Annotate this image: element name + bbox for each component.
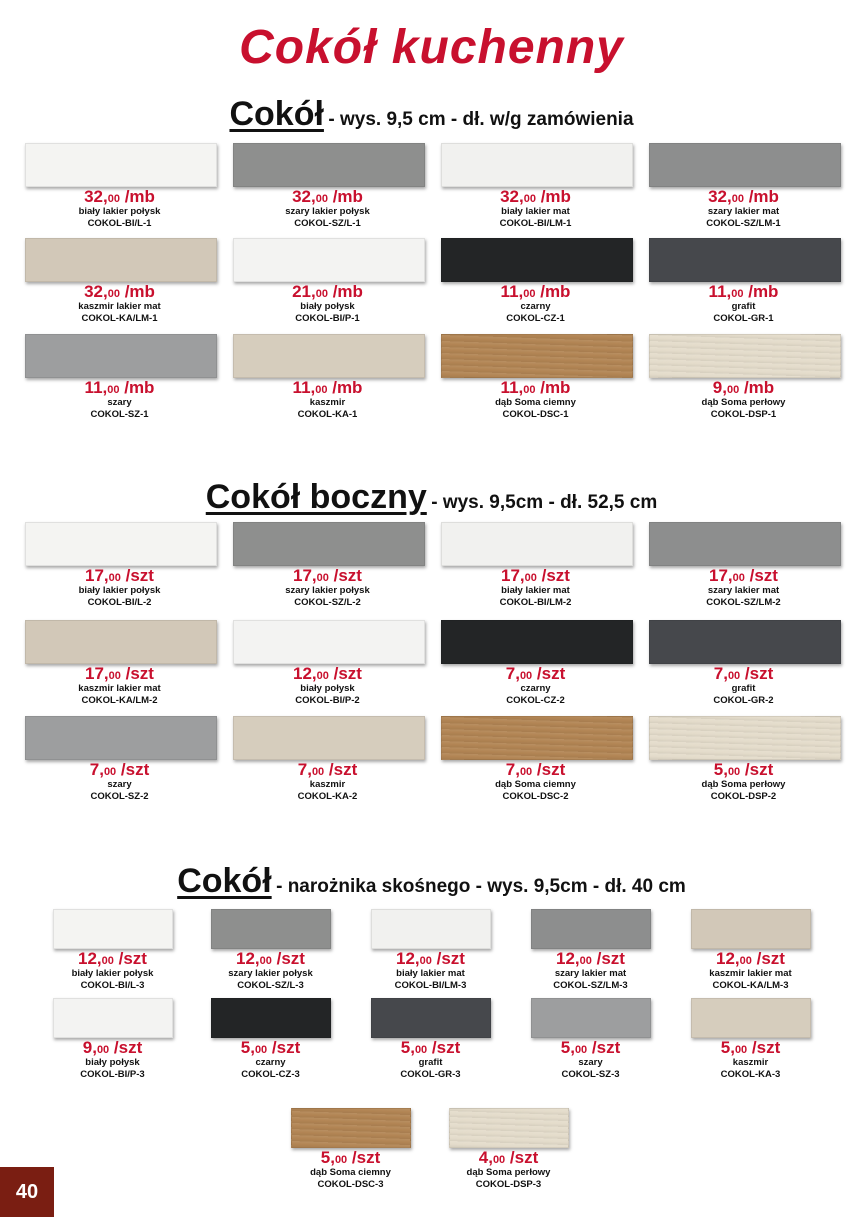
product-item <box>208 998 333 1080</box>
product-description: szary <box>107 779 132 790</box>
product-code: COKOL-GR-1 <box>713 313 774 324</box>
price-decimal: 00 <box>334 1154 348 1166</box>
page-number: 40 <box>0 1167 54 1217</box>
price-unit: /szt <box>431 949 465 968</box>
price <box>22 379 217 399</box>
price-decimal: 00 <box>108 572 121 584</box>
price-integer: 12, <box>78 949 102 968</box>
price-integer: 17, <box>85 664 109 683</box>
price-decimal: 00 <box>316 572 329 584</box>
product-item <box>230 522 425 608</box>
price-integer: 5, <box>320 1148 335 1167</box>
section-title: Cokół boczny <box>205 478 427 516</box>
product-code: COKOL-CZ-2 <box>506 695 565 706</box>
product-code: COKOL-KA-2 <box>297 791 358 802</box>
price-decimal: 00 <box>316 670 329 682</box>
color-swatch <box>441 716 633 760</box>
price-integer: 12, <box>396 949 420 968</box>
product-item <box>368 998 493 1080</box>
price-decimal: 00 <box>259 955 272 967</box>
product-code: COKOL-KA/LM-2 <box>81 695 158 706</box>
price-decimal: 00 <box>574 1044 588 1056</box>
product-description: szary <box>107 397 132 408</box>
price <box>646 188 841 208</box>
price-unit: /szt <box>328 664 362 683</box>
product-code: COKOL-BI/LM-3 <box>394 980 467 991</box>
price <box>438 188 633 208</box>
price <box>688 950 813 970</box>
product-code: COKOL-KA-3 <box>720 1069 781 1080</box>
price <box>230 761 425 781</box>
product-description: grafit <box>731 301 756 312</box>
color-swatch <box>371 998 491 1038</box>
price <box>230 665 425 685</box>
product-item <box>22 522 217 608</box>
price-unit: /szt <box>740 760 774 779</box>
color-swatch <box>53 998 173 1038</box>
product-item <box>230 334 425 420</box>
section-heading-cokol <box>0 95 863 134</box>
price-integer: 12, <box>293 664 317 683</box>
price-decimal: 00 <box>107 193 120 205</box>
product-description: biały lakier połysk <box>71 968 154 979</box>
price-unit: /szt <box>120 664 154 683</box>
price-decimal: 00 <box>103 766 117 778</box>
product-description: grafit <box>418 1057 443 1068</box>
price-unit: /mb <box>743 187 779 206</box>
price-integer: 5, <box>240 1038 255 1057</box>
price-decimal: 00 <box>524 572 537 584</box>
product-item <box>22 716 217 802</box>
color-swatch <box>691 998 811 1038</box>
color-swatch <box>233 716 425 760</box>
price-decimal: 00 <box>492 1154 506 1166</box>
price-unit: /szt <box>324 760 358 779</box>
product-description: kaszmir <box>309 397 346 408</box>
product-code: COKOL-DSP-2 <box>710 791 777 802</box>
price-integer: 17, <box>85 566 109 585</box>
product-code: COKOL-BI/LM-2 <box>499 597 572 608</box>
color-swatch <box>371 909 491 949</box>
product-description: kaszmir <box>309 779 346 790</box>
price <box>438 761 633 781</box>
price <box>446 1149 571 1169</box>
price-unit: /szt <box>587 1038 621 1057</box>
product-description: szary lakier mat <box>707 206 780 217</box>
color-swatch <box>449 1108 569 1148</box>
price <box>688 1039 813 1059</box>
price-unit: /mb <box>119 187 155 206</box>
price <box>646 567 841 587</box>
product-item <box>230 143 425 229</box>
price-unit: /mb <box>535 378 571 397</box>
product-description: kaszmir lakier mat <box>709 968 792 979</box>
price-integer: 5, <box>400 1038 415 1057</box>
product-item <box>688 909 813 991</box>
product-item <box>646 620 841 706</box>
price <box>22 283 217 303</box>
product-item <box>230 716 425 802</box>
product-description: szary <box>578 1057 603 1068</box>
price-integer: 11, <box>708 282 732 301</box>
product-code: COKOL-BI/L-1 <box>87 218 152 229</box>
price-integer: 7, <box>89 760 104 779</box>
product-description: czarny <box>255 1057 286 1068</box>
product-item <box>438 334 633 420</box>
price-decimal: 00 <box>315 384 328 396</box>
price-integer: 5, <box>560 1038 575 1057</box>
price-unit: /szt <box>751 949 785 968</box>
price-integer: 17, <box>501 566 525 585</box>
price-integer: 32, <box>84 282 108 301</box>
product-description: czarny <box>520 301 551 312</box>
color-swatch <box>233 238 425 282</box>
price <box>438 379 633 399</box>
product-description: szary lakier połysk <box>285 585 370 596</box>
product-item <box>22 238 217 324</box>
price-decimal: 00 <box>732 572 745 584</box>
price-decimal: 00 <box>254 1044 268 1056</box>
color-swatch <box>211 909 331 949</box>
price-unit: /szt <box>505 1148 539 1167</box>
color-swatch <box>441 620 633 664</box>
color-swatch <box>531 998 651 1038</box>
price-decimal: 00 <box>726 384 740 396</box>
product-item <box>688 998 813 1080</box>
product-item <box>438 716 633 802</box>
price <box>230 188 425 208</box>
product-description: grafit <box>731 683 756 694</box>
color-swatch <box>649 716 841 760</box>
product-code: COKOL-KA/LM-1 <box>81 313 158 324</box>
price-integer: 17, <box>709 566 733 585</box>
product-code: COKOL-BI/P-1 <box>295 313 360 324</box>
color-swatch <box>233 334 425 378</box>
price-integer: 12, <box>556 949 580 968</box>
price-integer: 32, <box>708 187 732 206</box>
product-code: COKOL-SZ-1 <box>90 409 149 420</box>
color-swatch <box>233 143 425 187</box>
product-description: dąb Soma perłowy <box>701 397 786 408</box>
price-unit: /mb <box>119 282 155 301</box>
price-unit: /mb <box>743 282 779 301</box>
price-integer: 32, <box>292 187 316 206</box>
price-unit: /szt <box>113 949 147 968</box>
price <box>368 1039 493 1059</box>
product-description: szary lakier mat <box>707 585 780 596</box>
price-integer: 12, <box>716 949 740 968</box>
product-code: COKOL-DSP-1 <box>710 409 777 420</box>
section-heading-cokol-naroznika <box>0 862 863 901</box>
color-swatch <box>233 620 425 664</box>
product-description: dąb Soma ciemny <box>495 779 576 790</box>
product-code: COKOL-DSC-1 <box>502 409 569 420</box>
product-description: dąb Soma ciemny <box>495 397 576 408</box>
price-decimal: 00 <box>731 288 744 300</box>
color-swatch <box>691 909 811 949</box>
section-subtitle: - wys. 9,5 cm - dł. w/g zamówienia <box>328 109 634 130</box>
price-unit: /mb <box>119 378 155 397</box>
price-unit: /szt <box>267 1038 301 1057</box>
section-title: Cokół <box>229 95 324 133</box>
color-swatch <box>291 1108 411 1148</box>
product-description: biały lakier mat <box>396 968 465 979</box>
section-subtitle: - narożnika skośnego - wys. 9,5cm - dł. 40 cm <box>276 876 686 897</box>
price <box>22 188 217 208</box>
price <box>438 665 633 685</box>
product-description: biały lakier połysk <box>78 585 161 596</box>
price-unit: /szt <box>120 566 154 585</box>
product-code: COKOL-SZ/LM-1 <box>706 218 781 229</box>
color-swatch <box>53 909 173 949</box>
price-unit: /szt <box>536 566 570 585</box>
price <box>288 1149 413 1169</box>
price-unit: /szt <box>740 664 774 683</box>
price-unit: /szt <box>116 760 150 779</box>
price-decimal: 00 <box>523 384 536 396</box>
price-unit: /szt <box>328 566 362 585</box>
product-code: COKOL-BI/L-2 <box>87 597 152 608</box>
price-decimal: 00 <box>419 955 432 967</box>
price <box>646 379 841 399</box>
price-integer: 5, <box>713 760 728 779</box>
price-unit: /mb <box>535 187 571 206</box>
price-unit: /szt <box>271 949 305 968</box>
color-swatch <box>441 143 633 187</box>
price <box>208 950 333 970</box>
price-integer: 21, <box>292 282 316 301</box>
price <box>208 1039 333 1059</box>
product-description: dąb Soma perłowy <box>701 779 786 790</box>
price-decimal: 00 <box>107 288 120 300</box>
product-item <box>438 620 633 706</box>
price-unit: /szt <box>747 1038 781 1057</box>
price-integer: 4, <box>478 1148 493 1167</box>
product-description: dąb Soma ciemny <box>310 1167 391 1178</box>
price-unit: /mb <box>327 282 363 301</box>
product-description: biały połysk <box>300 301 355 312</box>
price <box>646 761 841 781</box>
product-code: COKOL-SZ-2 <box>90 791 149 802</box>
price-unit: /mb <box>327 378 363 397</box>
section-title: Cokół <box>177 862 272 900</box>
color-swatch <box>211 998 331 1038</box>
product-item <box>22 334 217 420</box>
product-code: COKOL-SZ/L-1 <box>294 218 361 229</box>
product-item <box>368 909 493 991</box>
price-unit: /szt <box>532 760 566 779</box>
product-code: COKOL-KA/LM-3 <box>712 980 789 991</box>
color-swatch <box>25 238 217 282</box>
price-decimal: 00 <box>315 288 328 300</box>
product-item <box>646 143 841 229</box>
product-description: kaszmir lakier mat <box>78 301 161 312</box>
product-code: COKOL-BI/P-2 <box>295 695 360 706</box>
price-integer: 7, <box>297 760 312 779</box>
product-description: szary lakier mat <box>554 968 627 979</box>
price <box>230 567 425 587</box>
color-swatch <box>649 238 841 282</box>
price-decimal: 00 <box>727 766 741 778</box>
price-integer: 7, <box>713 664 728 683</box>
price-integer: 17, <box>293 566 317 585</box>
product-description: szary lakier połysk <box>228 968 313 979</box>
price-decimal: 00 <box>108 670 121 682</box>
price <box>438 283 633 303</box>
color-swatch <box>441 334 633 378</box>
product-item <box>50 998 175 1080</box>
color-swatch <box>649 620 841 664</box>
product-description: dąb Soma perłowy <box>466 1167 551 1178</box>
price-decimal: 00 <box>414 1044 428 1056</box>
product-description: biały lakier połysk <box>78 206 161 217</box>
product-item <box>438 143 633 229</box>
price-integer: 11, <box>292 378 316 397</box>
product-code: COKOL-DSC-2 <box>502 791 569 802</box>
price <box>22 567 217 587</box>
price-unit: /szt <box>347 1148 381 1167</box>
price-integer: 9, <box>82 1038 97 1057</box>
color-swatch <box>441 522 633 566</box>
product-item <box>230 620 425 706</box>
color-swatch <box>25 334 217 378</box>
price-decimal: 00 <box>315 193 328 205</box>
product-item <box>528 998 653 1080</box>
price-unit: /mb <box>327 187 363 206</box>
price-decimal: 00 <box>523 288 536 300</box>
product-description: biały połysk <box>85 1057 140 1068</box>
price-integer: 32, <box>500 187 524 206</box>
price-integer: 11, <box>500 282 524 301</box>
product-description: biały połysk <box>300 683 355 694</box>
price-integer: 5, <box>720 1038 735 1057</box>
price-decimal: 00 <box>519 766 533 778</box>
product-description: szary lakier połysk <box>285 206 370 217</box>
product-item <box>528 909 653 991</box>
page-title: Cokół kuchenny <box>239 21 624 74</box>
product-description: czarny <box>520 683 551 694</box>
price-integer: 7, <box>505 664 520 683</box>
product-code: COKOL-SZ/LM-2 <box>706 597 781 608</box>
product-code: COKOL-CZ-3 <box>241 1069 300 1080</box>
price-unit: /szt <box>532 664 566 683</box>
price-decimal: 00 <box>739 955 752 967</box>
price-decimal: 00 <box>519 670 533 682</box>
color-swatch <box>25 620 217 664</box>
product-code: COKOL-SZ-3 <box>561 1069 620 1080</box>
price-unit: /szt <box>744 566 778 585</box>
price <box>230 283 425 303</box>
product-code: COKOL-CZ-1 <box>506 313 565 324</box>
product-code: COKOL-DSC-3 <box>317 1179 384 1190</box>
product-description: biały lakier mat <box>501 206 570 217</box>
price-unit: /szt <box>427 1038 461 1057</box>
price <box>528 950 653 970</box>
price <box>646 665 841 685</box>
product-code: COKOL-GR-2 <box>713 695 774 706</box>
price <box>50 950 175 970</box>
product-code: COKOL-DSP-3 <box>475 1179 542 1190</box>
color-swatch <box>649 334 841 378</box>
color-swatch <box>649 522 841 566</box>
color-swatch <box>233 522 425 566</box>
price-decimal: 00 <box>523 193 536 205</box>
product-description: kaszmir <box>732 1057 769 1068</box>
product-item <box>438 522 633 608</box>
price <box>438 567 633 587</box>
product-item <box>22 143 217 229</box>
price-integer: 12, <box>236 949 260 968</box>
product-code: COKOL-BI/L-3 <box>80 980 145 991</box>
product-item <box>288 1108 413 1190</box>
price-decimal: 00 <box>107 384 120 396</box>
color-swatch <box>25 716 217 760</box>
price-decimal: 00 <box>311 766 325 778</box>
product-code: COKOL-BI/P-3 <box>80 1069 145 1080</box>
price-decimal: 00 <box>101 955 114 967</box>
price <box>22 761 217 781</box>
product-item <box>438 238 633 324</box>
color-swatch <box>441 238 633 282</box>
price-integer: 32, <box>84 187 108 206</box>
color-swatch <box>531 909 651 949</box>
section-subtitle: - wys. 9,5cm - dł. 52,5 cm <box>431 492 658 513</box>
product-description: biały lakier mat <box>501 585 570 596</box>
price-integer: 7, <box>505 760 520 779</box>
price <box>528 1039 653 1059</box>
product-item <box>646 522 841 608</box>
price-integer: 11, <box>84 378 108 397</box>
product-item <box>446 1108 571 1190</box>
section-heading-cokol-boczny <box>0 478 863 517</box>
price-unit: /szt <box>591 949 625 968</box>
color-swatch <box>25 143 217 187</box>
price <box>646 283 841 303</box>
price <box>50 1039 175 1059</box>
product-item <box>50 909 175 991</box>
product-item <box>230 238 425 324</box>
price-decimal: 00 <box>96 1044 110 1056</box>
product-item <box>208 909 333 991</box>
product-item <box>646 238 841 324</box>
price <box>22 665 217 685</box>
product-item <box>22 620 217 706</box>
price-unit: /szt <box>109 1038 143 1057</box>
product-description: kaszmir lakier mat <box>78 683 161 694</box>
product-code: COKOL-SZ/L-2 <box>294 597 361 608</box>
color-swatch <box>649 143 841 187</box>
price-decimal: 00 <box>727 670 741 682</box>
product-code: COKOL-BI/LM-1 <box>499 218 572 229</box>
product-code: COKOL-SZ/L-3 <box>237 980 304 991</box>
price-integer: 9, <box>712 378 727 397</box>
price <box>368 950 493 970</box>
color-swatch <box>25 522 217 566</box>
price-unit: /mb <box>535 282 571 301</box>
product-item <box>646 334 841 420</box>
price-decimal: 00 <box>579 955 592 967</box>
product-code: COKOL-SZ/LM-3 <box>553 980 628 991</box>
product-code: COKOL-KA-1 <box>297 409 358 420</box>
price-integer: 11, <box>500 378 524 397</box>
price-decimal: 00 <box>734 1044 748 1056</box>
price-unit: /mb <box>739 378 775 397</box>
product-code: COKOL-GR-3 <box>400 1069 461 1080</box>
product-item <box>646 716 841 802</box>
price <box>230 379 425 399</box>
price-decimal: 00 <box>731 193 744 205</box>
